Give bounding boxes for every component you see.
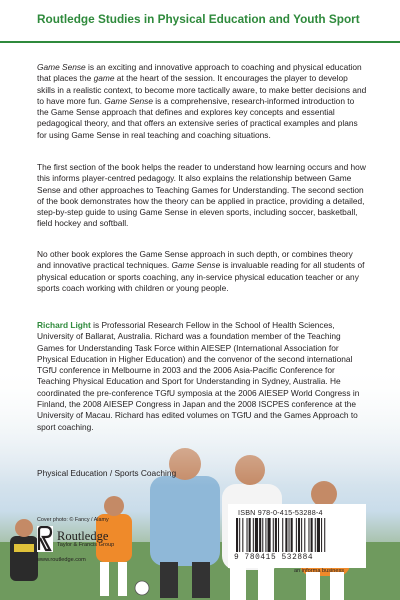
blurb-paragraph-3 bbox=[37, 249, 367, 294]
publisher-group: Taylor & Francis Group bbox=[57, 542, 115, 548]
author-bio bbox=[37, 320, 367, 433]
text-run: is a comprehensive, research-informed introduction to the Game Sense approach that defines and explores key concepts and essential pedagogical theory, and that offers an extensive series of practical examples and plans for using Game Sense in real teaching and coaching situations. bbox=[37, 95, 358, 140]
text-run: Game Sense bbox=[104, 95, 153, 106]
series-title: Routledge Studies in Physical Education and Youth Sport bbox=[37, 12, 360, 26]
author-name: Richard Light bbox=[37, 320, 91, 330]
author-bio-text: is Professorial Research Fellow in the School of Health Sciences, University of Ballarat, Australia. Richard was a foundation member of the Teaching Games for Understanding Task Force within AIESEP (International Association for Physical Education in Higher Education) and the convenor of the second international TGfU conference in Melbourne in 2003 and the 2006 Asia-Pacific Conference for Teaching Physical Education and Sport for Understanding in Sydney, Australia. He coordinated the pre-conference TGfU symposia at the 2006 AIESEP World Congress in Finland, the 2008 AIESEP Congress in Japan and the 2008 ISCPES conference at the University of Macau. Richard has edited volumes on TGfU and the Games Approach to sport coaching. bbox=[37, 320, 360, 432]
text-run: is invaluable reading for all students of physical education or sports coaching, any in-service physical education teacher or any sports coach working with children or young people. bbox=[37, 260, 365, 293]
publisher-block bbox=[37, 526, 147, 568]
text-run: Game Sense bbox=[37, 62, 86, 72]
barcode-icon bbox=[234, 518, 360, 554]
text-run: Game Sense bbox=[171, 260, 221, 271]
text-run: is an exciting and innovative approach to coaching and physical education that places the bbox=[37, 62, 362, 84]
isbn-text: ISBN 978-0-415-53288-4 bbox=[238, 508, 323, 517]
barcode-box bbox=[228, 504, 366, 568]
cover-photo-credit: Cover photo: © Fancy / Alamy bbox=[37, 517, 109, 523]
blurb-paragraph-2: The first section of the book helps the reader to understand how learning occurs and how this informs player-centred pedagogy. It also explains the relationship between Game Sense and other approaches to Teaching Games for Understanding. The second section of the book demonstrates how the theory can be applied in practice, providing a detailed, step-by-step guide to using Game Sense in eleven sports, including soccer, basketball, field hockey and softball. bbox=[37, 162, 366, 229]
subject-category: Physical Education / Sports Coaching bbox=[37, 468, 177, 478]
blurb-paragraph-1 bbox=[37, 62, 367, 141]
barcode-digits: 9 780415 532884 bbox=[234, 554, 314, 562]
text-run: game bbox=[93, 73, 115, 84]
informa-tagline: an informa business bbox=[294, 568, 345, 574]
publisher-name: Routledge bbox=[57, 529, 109, 543]
series-header bbox=[0, 0, 400, 43]
routledge-logo-icon bbox=[37, 526, 53, 552]
publisher-website: www.routledge.com bbox=[37, 557, 86, 563]
text-run: No other book explores the Game Sense approach in such depth, or combines theory and innovative practical techniques. bbox=[37, 249, 353, 271]
text-run: at the heart of the session. It encourages the player to develop skills in a realistic context, to become more tactically aware, to make better decisions and to have more fun. bbox=[37, 73, 367, 106]
